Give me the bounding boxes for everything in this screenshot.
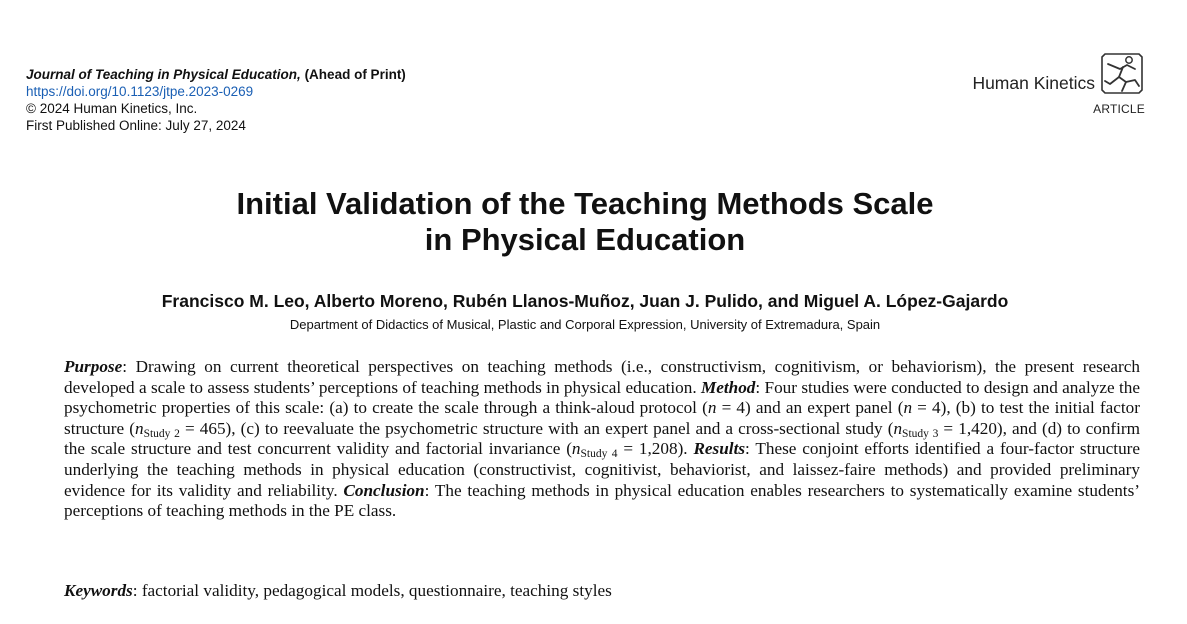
doi-link[interactable]: https://doi.org/10.1123/jtpe.2023-0269 [26,84,254,99]
method-text: , (b) to test the initial factor structure ( [64,398,1140,438]
n-symbol: n [893,418,903,438]
author-list: Francisco M. Leo, Alberto Moreno, Rubén Llanos-Muñoz, Juan J. Pulido, and Miguel A. López-Gajardo [161,291,1009,311]
paper-title [0,186,1170,258]
n-value: = 1,420) [938,418,1003,438]
purpose-label: Purpose [64,357,123,376]
conclusion-label: Conclusion [343,480,425,500]
published-date: First Published Online: July 27, 2024 [26,118,246,133]
study-subscript: Study 3 [902,427,939,440]
n-symbol: n [571,439,581,459]
journal-citation [26,66,406,83]
publisher-brand [972,50,1145,116]
results-label: Results [693,439,746,459]
journal-header [26,66,406,134]
n-value: = 4) [716,398,751,418]
method-text: , (c) to reevaluate the psychometric structure with an expert panel and a cross-sectional study ( [231,418,894,438]
method-text: : Four studies were conducted to design and analyze the psychometric properties of this scale: (a) to create the scale through a think-aloud protocol ( [64,377,1140,418]
n-value: = 1,208). [617,439,688,459]
title-line-2: in Physical Education [424,222,746,257]
title-line-1: Initial Validation of the Teaching Methods Scale [236,186,934,221]
method-label: Method [700,377,756,397]
purpose-text: : Drawing on current theoretical perspectives on teaching methods (i.e., constructivism, cognitivism, or behaviorism), the present research developed a scale to assess students’ perceptions of teaching methods in physical education. [64,357,1140,397]
method-text: and an expert panel ( [750,398,904,418]
article-type-label: ARTICLE [1093,102,1145,116]
n-symbol: n [903,398,913,418]
n-symbol: n [707,398,717,418]
n-symbol: n [134,418,144,438]
author-affiliation: Department of Didactics of Musical, Plastic and Corporal Expression, University of Extremadura, Spain [289,317,881,332]
print-status: (Ahead of Print) [300,67,406,82]
results-text: : These conjoint efforts identified a four-factor structure underlying the teaching methods in physical education (constructivist, cognitivist, behaviorist, and laissez-faire methods) and provided preliminary evidence for its validity and reliability. [64,439,1141,500]
journal-name: Journal of Teaching in Physical Education, [26,67,301,82]
n-value: = 465) [179,418,232,438]
study-subscript: Study 4 [580,448,618,461]
keywords-text: : factorial validity, pedagogical models, questionnaire, teaching styles [132,581,612,600]
study-subscript: Study 2 [143,427,180,440]
copyright-line: © 2024 Human Kinetics, Inc. [26,101,198,116]
publisher-name: Human Kinetics [972,73,1095,93]
method-text: , and (d) to confirm the scale structure and test concurrent validity and factorial invariance ( [64,418,1141,459]
keywords [64,581,612,601]
human-kinetics-logo-icon [1099,50,1145,94]
conclusion-text: : The teaching methods in physical education enables researchers to systematically examine students’ perceptions of teaching methods in the PE class. [64,480,1140,521]
abstract [64,357,1140,522]
n-value: = 4) [912,398,947,418]
keywords-label: Keywords [64,581,133,600]
